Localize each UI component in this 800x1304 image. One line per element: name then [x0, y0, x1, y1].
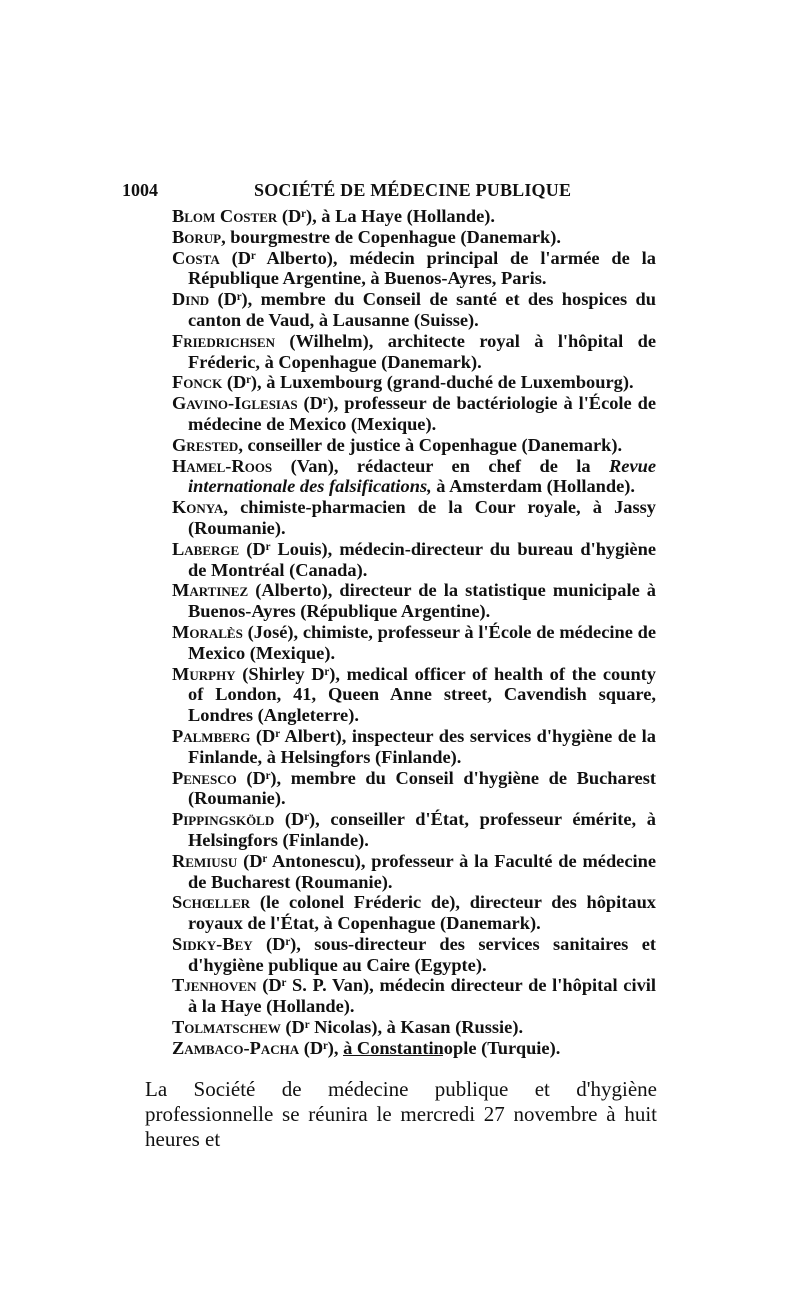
member-entry [172, 372, 656, 393]
member-details: conseiller de justice à Copenhague (Danemark). [242, 434, 623, 455]
page-number: 1004 [122, 180, 158, 200]
member-name: Laberge [172, 538, 240, 559]
member-name: Gavino-Iglesias [172, 393, 298, 414]
member-name: Friedrichsen [172, 330, 275, 351]
section-divider [343, 1055, 443, 1056]
member-entry [172, 580, 656, 622]
member-name: Remiusu [172, 850, 238, 871]
member-details: (Dʳ), à La Haye (Hollande). [277, 206, 495, 226]
member-details: (Shirley Dʳ), medical officer of health of the county of London, 41, Queen Anne street, Cavendish square, Londres (Angleterre). [188, 663, 656, 726]
member-entry [172, 539, 656, 581]
member-details: (Dʳ Alberto), médecin principal de l'armée de la République Argentine, à Buenos-Ayres, Paris. [188, 247, 656, 289]
member-entry [172, 435, 656, 456]
member-name: Tjenhoven [172, 975, 257, 996]
member-name: Costa [172, 247, 220, 268]
member-name: Schœller [172, 892, 251, 913]
member-name: Moralès [172, 621, 243, 642]
member-entry [172, 289, 656, 331]
member-name: Hamel-Roos [172, 455, 273, 476]
member-details: (Dʳ), membre du Conseil d'hygiène de Bucharest (Roumanie). [188, 767, 656, 809]
member-details-continued: à Amsterdam (Hollande). [431, 476, 636, 497]
running-title: SOCIÉTÉ DE MÉDECINE PUBLIQUE [254, 180, 572, 200]
member-name: Palmberg [172, 725, 251, 746]
member-details: (Dʳ Albert), inspecteur des services d'hygiène de la Finlande, à Helsingfors (Finlande). [188, 725, 656, 767]
member-name: Pippingsköld [172, 809, 275, 830]
member-name: Borup, [172, 226, 226, 247]
member-name: Grested, [172, 434, 243, 455]
member-details: (Wilhelm), architecte royal à l'hôpital de Fréderic, à Copenhague (Danemark). [188, 330, 656, 372]
member-name: Konya, [172, 497, 228, 518]
member-entry [172, 809, 656, 851]
page-header [122, 180, 652, 204]
member-list [172, 206, 656, 1059]
member-entry [172, 622, 656, 664]
member-details: (Van), rédacteur en chef de la [272, 455, 610, 476]
member-name: Zambaco-Pacha [172, 1037, 300, 1058]
member-entry [172, 206, 656, 227]
member-details: (Dʳ), à Constantinople (Turquie). [299, 1037, 561, 1058]
closing-paragraph: La Société de médecine publique et d'hygiène professionnelle se réunira le mercredi 27 novembre à huit heures et [145, 1077, 657, 1151]
member-entry [172, 1017, 656, 1038]
member-entry [172, 768, 656, 810]
member-details: (Dʳ S. P. Van), médecin directeur de l'hôpital civil à la Haye (Hollande). [188, 975, 656, 1017]
member-entry [172, 393, 656, 435]
member-entry [172, 331, 656, 373]
member-details: (le colonel Fréderic de), directeur des hôpitaux royaux de l'État, à Copenhague (Danemark). [188, 892, 656, 934]
member-details: (Dʳ), membre du Conseil de santé et des hospices du canton de Vaud, à Lausanne (Suisse). [188, 289, 656, 330]
member-details: (Alberto), directeur de la statistique municipale à Buenos-Ayres (République Argentine). [188, 580, 656, 622]
member-details: chimiste-pharmacien de la Cour royale, à Jassy (Roumanie). [188, 497, 656, 538]
member-details: (Dʳ), conseiller d'État, professeur émérite, à Helsingfors (Finlande). [188, 809, 656, 850]
member-entry [172, 892, 656, 934]
member-name: Murphy [172, 663, 236, 684]
member-details: bourgmestre de Copenhague (Danemark). [225, 226, 561, 247]
member-name: Penesco [172, 767, 237, 788]
member-entry [172, 248, 656, 290]
member-name: Martinez [172, 580, 249, 601]
member-details: (Dʳ), sous-directeur des services sanitaires et d'hygiène publique au Caire (Egypte). [188, 933, 656, 975]
member-name: Fonck [172, 372, 223, 393]
member-entry [172, 497, 656, 539]
member-entry [172, 851, 656, 893]
member-details: (José), chimiste, professeur à l'École de médecine de Mexico (Mexique). [188, 621, 656, 663]
member-name: Dind [172, 289, 210, 310]
member-details: (Dʳ Antonescu), professeur à la Faculté de médecine de Bucharest (Roumanie). [188, 850, 656, 892]
member-entry [172, 975, 656, 1017]
member-name: Sidky-Bey [172, 933, 253, 954]
member-entry [172, 726, 656, 768]
member-entry [172, 664, 656, 726]
member-entry [172, 227, 656, 248]
member-name: Tolmatschew [172, 1017, 281, 1038]
member-details: (Dʳ), à Luxembourg (grand-duché de Luxembourg). [222, 372, 634, 393]
member-details: (Dʳ Nicolas), à Kasan (Russie). [280, 1017, 524, 1038]
member-entry [172, 934, 656, 976]
member-details: (Dʳ), professeur de bactériologie à l'École de médecine de Mexico (Mexique). [188, 393, 656, 434]
publication-title: Revue internationale des falsifications, [188, 455, 656, 497]
member-name: Blom Coster [172, 206, 278, 226]
member-details: (Dʳ Louis), médecin-directeur du bureau d'hygiène de Montréal (Canada). [188, 538, 656, 580]
member-entry [172, 456, 656, 498]
